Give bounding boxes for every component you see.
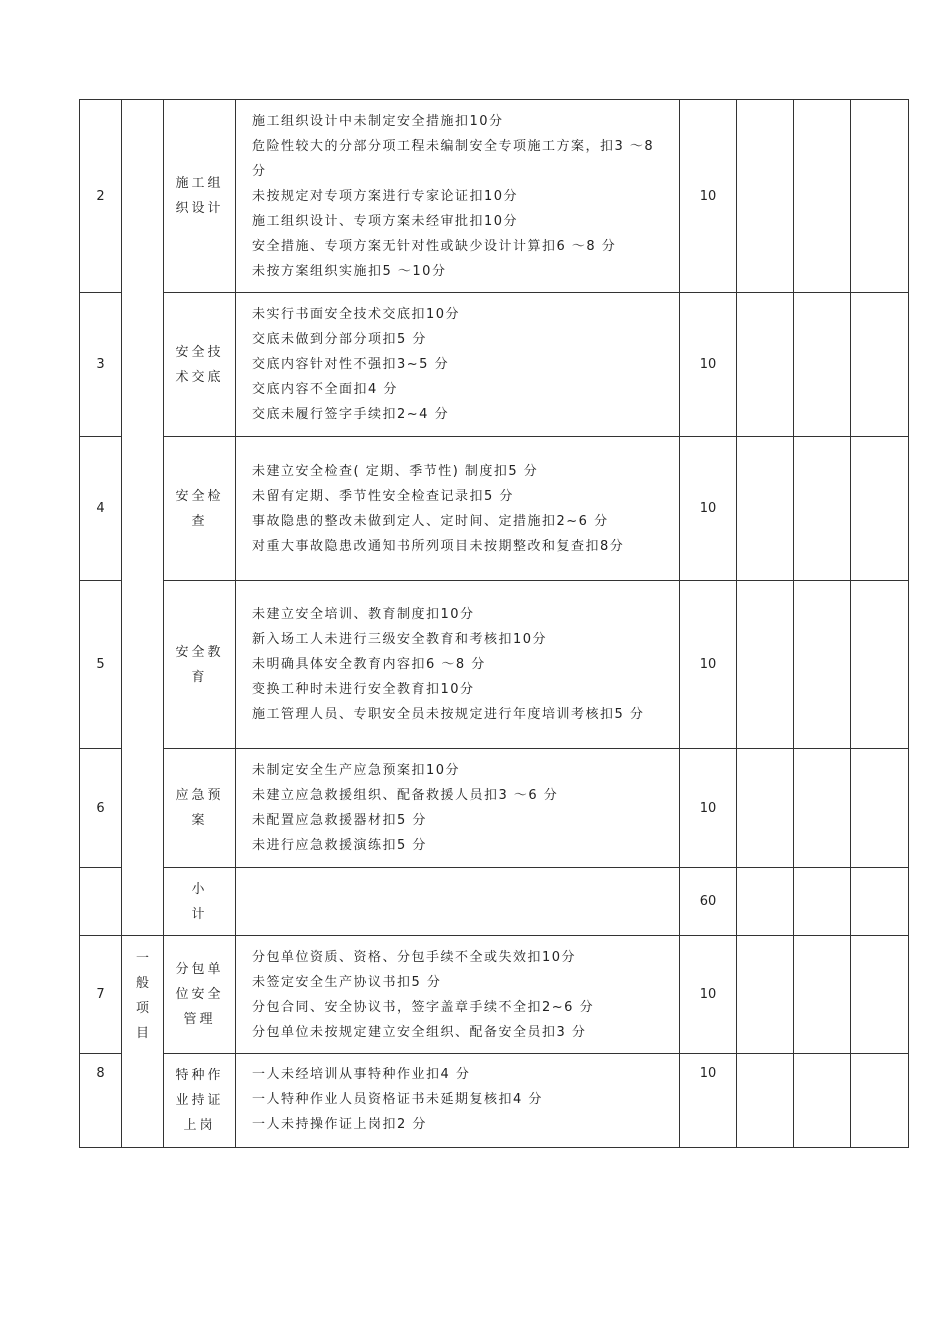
table-row — [80, 437, 909, 581]
actual-score-cell — [794, 1054, 851, 1148]
deduction-line: 交底内容针对性不强扣3~5 分 — [252, 357, 450, 372]
remarks-cell — [851, 936, 909, 1054]
item-name: 安全教育 — [175, 644, 224, 685]
actual-score-cell — [794, 581, 851, 749]
item-name: 施工组织设计 — [175, 176, 224, 216]
remarks-cell — [851, 293, 909, 437]
deduction-standard-cell — [236, 581, 680, 749]
remarks-cell — [851, 100, 909, 293]
deducted-score-cell — [737, 868, 794, 936]
table-row — [80, 749, 909, 868]
deduction-line: 分包单位未按规定建立安全组织、配备安全员扣3 分 — [252, 1024, 587, 1040]
deduction-line: 未配置应急救援器材扣5 分 — [252, 813, 427, 828]
item-name: 分包单位安全管理 — [175, 962, 224, 1027]
score-cell: 10 — [680, 437, 737, 581]
deduction-line: 施工管理人员、专职安全员未按规定进行年度培训考核扣5 分 — [252, 707, 645, 722]
deducted-score-cell — [737, 1054, 794, 1148]
deduction-line: 分包单位资质、资格、分包手续不全或失效扣10分 — [252, 949, 577, 965]
remarks-cell — [851, 749, 909, 868]
row-number: 8 — [80, 1054, 122, 1148]
item-name-cell — [164, 749, 236, 868]
subtotal-row — [80, 868, 909, 936]
category-cell-guarantee — [122, 100, 164, 936]
deducted-score-cell — [737, 936, 794, 1054]
deduction-line: 施工组织设计、专项方案未经审批扣10分 — [252, 213, 519, 229]
actual-score-cell — [794, 293, 851, 437]
actual-score-cell — [794, 437, 851, 581]
subtotal-label-cell — [164, 868, 236, 936]
deducted-score-cell — [737, 100, 794, 293]
subtotal-score: 60 — [680, 868, 737, 936]
deduction-standard-cell — [236, 100, 680, 293]
score-cell: 10 — [680, 100, 737, 293]
item-name: 安全技术交底 — [175, 344, 224, 385]
deduction-line: 未留有定期、季节性安全检查记录扣5 分 — [252, 488, 514, 504]
item-name-cell — [164, 437, 236, 581]
deduction-line: 变换工种时未进行安全教育扣10分 — [252, 682, 475, 697]
remarks-cell — [851, 437, 909, 581]
score-cell: 10 — [680, 581, 737, 749]
deducted-score-cell — [737, 749, 794, 868]
deduction-line: 未进行应急救援演练扣5 分 — [252, 838, 427, 853]
table-row — [80, 100, 909, 293]
score-cell: 10 — [680, 293, 737, 437]
deducted-score-cell — [737, 293, 794, 437]
table-row — [80, 936, 909, 1054]
deduction-standard-cell — [236, 1054, 680, 1148]
actual-score-cell — [794, 936, 851, 1054]
deduction-line: 危险性较大的分部分项工程未编制安全专项施工方案，扣3 ～8 分 — [252, 138, 655, 179]
category-label: 一般项目 — [135, 951, 149, 1041]
deduction-line: 施工组织设计中未制定安全措施扣10分 — [252, 113, 504, 129]
row-number: 7 — [80, 936, 122, 1054]
deduction-line: 一人特种作业人员资格证书未延期复核扣4 分 — [252, 1092, 543, 1107]
subtotal-label: 小计 — [191, 881, 208, 922]
deduction-standard-cell — [236, 868, 680, 936]
deduction-line: 未签定安全生产协议书扣5 分 — [252, 974, 442, 990]
deduction-line: 分包合同、安全协议书，签字盖章手续不全扣2~6 分 — [252, 999, 595, 1015]
inspection-table — [79, 99, 909, 1148]
deduction-line: 对重大事故隐患改通知书所列项目未按期整改和复查扣8分 — [252, 538, 625, 554]
row-number: 2 — [80, 100, 122, 293]
deduction-line: 交底未做到分部分项扣5 分 — [252, 332, 427, 347]
deduction-line: 交底未履行签字手续扣2~4 分 — [252, 407, 450, 422]
deduction-line: 安全措施、专项方案无针对性或缺少设计计算扣6 ～8 分 — [252, 238, 617, 254]
remarks-cell — [851, 868, 909, 936]
item-name-cell — [164, 1054, 236, 1148]
actual-score-cell — [794, 868, 851, 936]
row-number: 5 — [80, 581, 122, 749]
item-name: 特种作业持证上岗 — [175, 1068, 224, 1133]
remarks-cell — [851, 1054, 909, 1148]
score-cell: 10 — [680, 936, 737, 1054]
table-row — [80, 581, 909, 749]
deduction-line: 新入场工人未进行三级安全教育和考核扣10分 — [252, 632, 548, 647]
deduction-line: 未实行书面安全技术交底扣10分 — [252, 307, 461, 322]
deduction-line: 未建立安全检查( 定期、季节性) 制度扣5 分 — [252, 463, 539, 479]
item-name-cell — [164, 581, 236, 749]
item-name: 安全检查 — [175, 488, 224, 529]
deduction-line: 未制定安全生产应急预案扣10分 — [252, 763, 461, 778]
table-row — [80, 293, 909, 437]
deduction-line: 一人未经培训从事特种作业扣4 分 — [252, 1067, 471, 1082]
row-number: 4 — [80, 437, 122, 581]
deduction-line: 事故隐患的整改未做到定人、定时间、定措施扣2~6 分 — [252, 513, 609, 529]
deducted-score-cell — [737, 581, 794, 749]
remarks-cell — [851, 581, 909, 749]
deduction-line: 未明确具体安全教育内容扣6 ～8 分 — [252, 657, 486, 672]
deduction-line: 交底内容不全面扣4 分 — [252, 382, 398, 397]
deduction-line: 未按方案组织实施扣5 ～10分 — [252, 263, 447, 279]
deduction-line: 一人未持操作证上岗扣2 分 — [252, 1117, 427, 1132]
deduction-standard-cell — [236, 749, 680, 868]
deducted-score-cell — [737, 437, 794, 581]
row-number: 3 — [80, 293, 122, 437]
deduction-line: 未建立应急救援组织、配备救援人员扣3 ～6 分 — [252, 788, 559, 803]
item-name-cell — [164, 293, 236, 437]
score-cell: 10 — [680, 749, 737, 868]
row-number — [80, 868, 122, 936]
item-name-cell — [164, 936, 236, 1054]
deduction-standard-cell — [236, 936, 680, 1054]
deduction-standard-cell — [236, 293, 680, 437]
score-cell: 10 — [680, 1054, 737, 1148]
deduction-standard-cell — [236, 437, 680, 581]
actual-score-cell — [794, 749, 851, 868]
deduction-line: 未按规定对专项方案进行专家论证扣10分 — [252, 188, 519, 204]
item-name: 应急预案 — [175, 788, 224, 828]
table-row — [80, 1054, 909, 1148]
deduction-line: 未建立安全培训、教育制度扣10分 — [252, 607, 475, 622]
row-number: 6 — [80, 749, 122, 868]
actual-score-cell — [794, 100, 851, 293]
item-name-cell — [164, 100, 236, 293]
category-cell-general — [122, 936, 164, 1148]
